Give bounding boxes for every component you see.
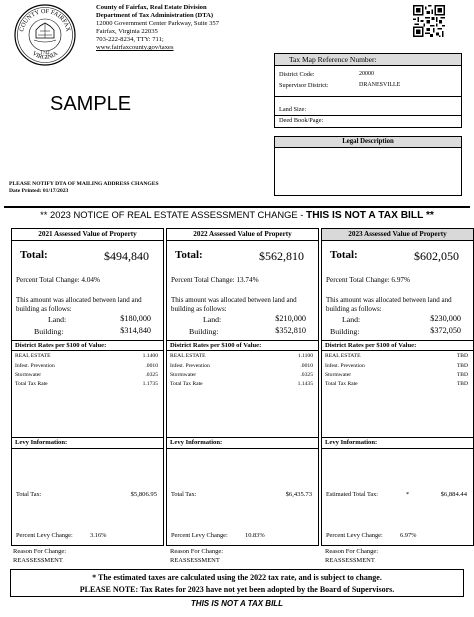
legal-description-title: Legal Description	[275, 137, 461, 148]
levy-info-header: Levy Information:	[325, 439, 378, 446]
land-value: $230,000	[430, 314, 461, 323]
total-label: Total:	[20, 249, 48, 261]
district-code-value: 20000	[359, 71, 374, 77]
legal-description-box	[274, 136, 462, 196]
rates-header: District Rates per $100 of Value:	[170, 342, 262, 349]
address-change-notice: PLEASE NOTIFY DTA OF MAILING ADDRESS CHANGES	[9, 181, 159, 187]
rate-real-estate: TBD	[456, 353, 468, 359]
allocation-text: This amount was allocated between land and building as follows:	[16, 296, 142, 313]
building-label: Building:	[34, 327, 64, 336]
total-tax-label: Total Tax:	[16, 491, 42, 498]
allocation-text: This amount was allocated between land and building as follows:	[326, 296, 452, 313]
tax-map-title: Tax Map Reference Number:	[275, 54, 461, 66]
rate-total: TBD	[456, 381, 468, 387]
date-printed: Date Printed: 01/17/2023	[9, 188, 69, 194]
land-size-label: Land Size:	[279, 106, 307, 113]
land-label: Land:	[48, 315, 67, 324]
column-2021	[11, 228, 164, 546]
rate-real-estate: 1.1400	[142, 353, 158, 359]
levy-header-divider	[12, 448, 163, 449]
tax-map-box	[274, 53, 462, 128]
total-value: $602,050	[414, 249, 459, 263]
rates-header-divider	[12, 350, 163, 351]
rate-stormwater: .0325	[300, 372, 313, 378]
tax-map-divider	[275, 96, 461, 97]
deed-book-label: Deed Book/Page:	[279, 117, 324, 124]
building-value: $314,840	[120, 326, 151, 335]
total-label: Total:	[330, 249, 358, 261]
header-line-4: Fairfax, Virginia 22035	[96, 28, 158, 35]
website-link[interactable]: www.fairfaxcounty.gov/taxes	[96, 44, 174, 51]
rate-infest: .0010	[145, 363, 158, 369]
percent-total-change: Percent Total Change: 13.74%	[171, 276, 259, 284]
notice-prefix: ** 2023 NOTICE OF REAL ESTATE ASSESSMENT CHANGE -	[40, 209, 304, 220]
reason-value: REASSESSMENT	[325, 557, 375, 564]
seal-bottom-text: VIRGINIA	[30, 50, 60, 62]
tax-map-divider-2	[275, 115, 461, 116]
notice-suffix: **	[425, 210, 434, 221]
supervisor-district-value: DRANESVILLE	[359, 82, 401, 88]
rates-header: District Rates per $100 of Value:	[15, 342, 107, 349]
rate-label-total: Total Tax Rate	[15, 381, 48, 387]
rate-total: 1.1435	[297, 381, 313, 387]
rate-label-total: Total Tax Rate	[325, 381, 358, 387]
rate-real-estate: 1.1100	[297, 353, 313, 359]
percent-total-change: Percent Total Change: 4.04%	[16, 276, 100, 284]
column-header: 2023 Assessed Value of Property	[322, 229, 473, 241]
rate-infest: TBD	[456, 363, 468, 369]
note-line-2: PLEASE NOTE: Tax Rates for 2023 have not yet been adopted by the Board of Supervisors.	[79, 585, 395, 594]
rate-label-real-estate: REAL ESTATE	[170, 353, 206, 359]
building-value: $372,050	[430, 326, 461, 335]
header-line-5: 703-222-8234, TTY: 711;	[96, 36, 164, 43]
rate-label-real-estate: REAL ESTATE	[15, 353, 51, 359]
levy-change-value: 6.97%	[400, 532, 417, 539]
rate-label-total: Total Tax Rate	[170, 381, 203, 387]
land-label: Land:	[203, 315, 222, 324]
land-label: Land:	[342, 315, 361, 324]
column-header: 2021 Assessed Value of Property	[12, 229, 163, 241]
rates-divider	[167, 340, 318, 341]
rate-stormwater: TBD	[456, 372, 468, 378]
rate-label-infest: Infest. Prevention	[325, 363, 365, 369]
sample-watermark: SAMPLE	[50, 93, 132, 115]
rates-divider	[322, 340, 473, 341]
header-line-2: Department of Tax Administration (DTA)	[96, 12, 214, 19]
levy-change-label: Percent Levy Change:	[171, 532, 228, 539]
levy-change-value: 10.83%	[245, 532, 265, 539]
reason-value: REASSESSMENT	[13, 557, 63, 564]
rate-stormwater: .0325	[145, 372, 158, 378]
supervisor-district-label: Supervisor District:	[279, 82, 329, 89]
rate-label-stormwater: Stormwater	[15, 372, 42, 378]
estimated-tax-value: $6,884.44	[440, 491, 467, 498]
land-value: $180,000	[120, 314, 151, 323]
tax-rate-note	[10, 569, 464, 597]
rates-header-divider	[167, 350, 318, 351]
rate-label-infest: Infest. Prevention	[170, 363, 210, 369]
rate-label-stormwater: Stormwater	[325, 372, 352, 378]
levy-info-header: Levy Information:	[15, 439, 68, 446]
reason-2022	[170, 547, 223, 565]
percent-total-change: Percent Total Change: 6.97%	[326, 276, 410, 284]
reason-label: Reason For Change:	[13, 548, 67, 555]
levy-divider	[12, 437, 163, 438]
total-value: $562,810	[259, 249, 304, 263]
notice-not-tax-bill: THIS IS NOT A TAX BILL	[305, 210, 424, 221]
county-seal-icon	[14, 4, 76, 66]
building-label: Building:	[330, 327, 360, 336]
levy-header-divider	[322, 448, 473, 449]
levy-info-header: Levy Information:	[170, 439, 223, 446]
rates-header-divider	[322, 350, 473, 351]
allocation-text: This amount was allocated between land and building as follows:	[171, 296, 297, 313]
rates-header: District Rates per $100 of Value:	[325, 342, 417, 349]
column-header: 2022 Assessed Value of Property	[167, 229, 318, 241]
total-value: $494,840	[104, 249, 149, 263]
total-tax-value: $5,806.95	[130, 491, 157, 498]
reason-label: Reason For Change:	[170, 548, 224, 555]
rate-label-infest: Infest. Prevention	[15, 363, 55, 369]
building-value: $352,810	[275, 326, 306, 335]
qr-code-icon[interactable]	[413, 5, 445, 37]
levy-change-value: 3.16%	[90, 532, 107, 539]
column-2022	[166, 228, 319, 546]
building-label: Building:	[189, 327, 219, 336]
footer-not-tax-bill: THIS IS NOT A TAX BILL	[190, 599, 284, 608]
rate-label-real-estate: REAL ESTATE	[325, 353, 361, 359]
reason-2021	[13, 547, 66, 565]
column-2023	[321, 228, 474, 546]
levy-divider	[322, 437, 473, 438]
district-code-label: District Code:	[279, 71, 315, 78]
note-line-1: * The estimated taxes are calculated using the 2022 tax rate, and is subject to change.	[92, 573, 382, 582]
total-tax-label: Total Tax:	[171, 491, 197, 498]
header-line-1: County of Fairfax, Real Estate Division	[96, 4, 207, 11]
land-value: $210,000	[275, 314, 306, 323]
header-line-3: 12000 Government Center Parkway, Suite 357	[96, 20, 219, 27]
assessment-notice-title	[0, 209, 474, 221]
seal-year: 1742	[40, 50, 50, 55]
total-tax-value: $6,435.73	[285, 491, 312, 498]
reason-value: REASSESSMENT	[170, 557, 220, 564]
levy-divider	[167, 437, 318, 438]
levy-change-label: Percent Levy Change:	[16, 532, 73, 539]
levy-header-divider	[167, 448, 318, 449]
seal-top-text: COUNTY OF FAIRFAX	[18, 7, 72, 33]
estimated-tax-label: Estimated Total Tax:	[326, 491, 379, 498]
total-label: Total:	[175, 249, 203, 261]
section-divider	[4, 206, 470, 208]
rate-label-stormwater: Stormwater	[170, 372, 197, 378]
rate-infest: .0010	[300, 363, 313, 369]
rates-divider	[12, 340, 163, 341]
estimated-tax-asterisk: *	[406, 491, 410, 498]
reason-2023	[325, 547, 378, 565]
reason-label: Reason For Change:	[325, 548, 379, 555]
levy-change-label: Percent Levy Change:	[326, 532, 383, 539]
rate-total: 1.1735	[142, 381, 158, 387]
